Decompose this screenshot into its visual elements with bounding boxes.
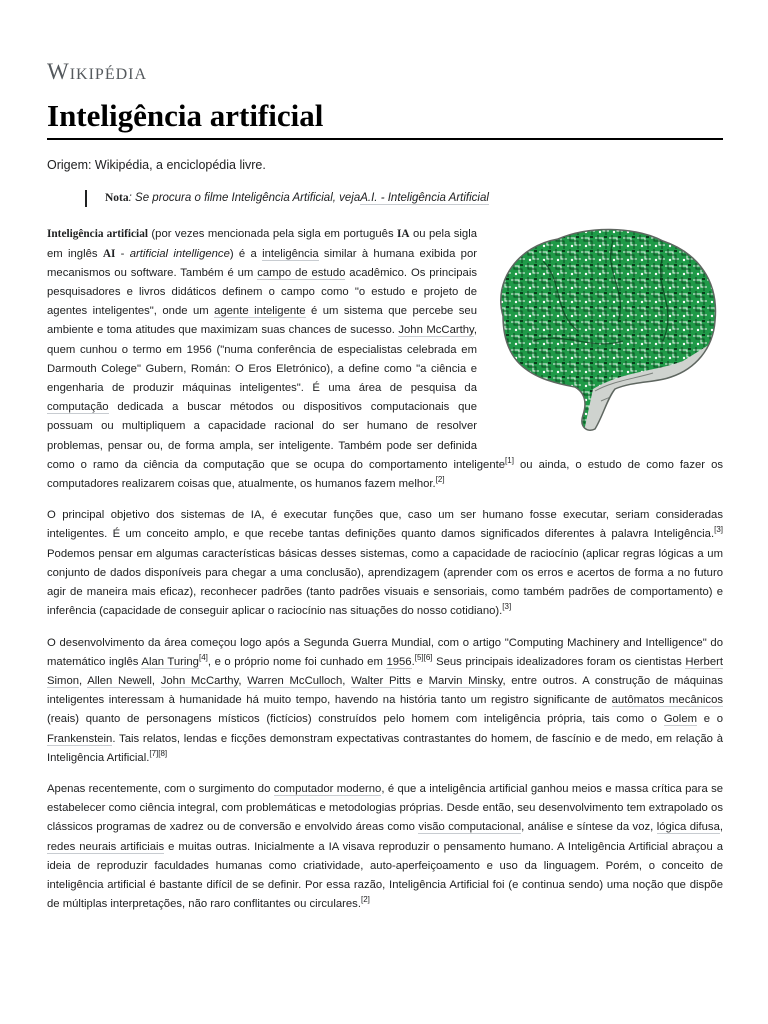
historia-text: . bbox=[411, 655, 415, 668]
historia-text: , bbox=[238, 674, 248, 687]
historia-text: e o bbox=[697, 713, 723, 726]
link-agente-inteligente[interactable]: agente inteligente bbox=[214, 305, 306, 318]
historia-text: , e o próprio nome foi cunhado em bbox=[207, 655, 387, 668]
link-allen-newell[interactable]: Allen Newell bbox=[87, 674, 152, 687]
link-1956[interactable]: 1956 bbox=[386, 655, 412, 668]
recente-text: Apenas recentemente, com o surgimento do bbox=[47, 782, 274, 795]
page-title: Inteligência artificial bbox=[47, 98, 723, 140]
intro-text: , quem cunhou o termo em 1956 ("numa conferência de especialistas celebrada em Darmouth Colege" Gubern, Román: O Eros Eletrónico), a define como "a ciência e engenharia de produzir máquinas inteligentes". É uma área de pesquisa da bbox=[47, 324, 477, 395]
link-john-mccarthy[interactable]: John McCarthy bbox=[398, 324, 474, 337]
intro-text: similar à humana exibida por mecanismos ou software. Também é um bbox=[47, 247, 477, 279]
paragraph-intro bbox=[47, 225, 723, 494]
link-marvin-minsky[interactable]: Marvin Minsky bbox=[428, 674, 503, 687]
reference-3b[interactable]: [3] bbox=[502, 602, 512, 612]
intro-abbr-ai: AI bbox=[102, 247, 116, 260]
hatnote-label: Nota bbox=[105, 191, 129, 204]
link-automatos-mecanicos[interactable]: autômatos mecânicos bbox=[611, 694, 723, 707]
hatnote bbox=[85, 190, 723, 208]
historia-text: e bbox=[410, 674, 429, 687]
reference-1[interactable]: [1] bbox=[505, 456, 514, 466]
objetivo-text: Podemos pensar em algumas características básicas desses sistemas, como a capacidade de raciocínio (aplicar regras lógicas a um conjunto de dados disponíveis para chegar a uma conclusão), aprendizagem (aprender com os erros e acertos de forma a no futuro agir de maneira mais eficaz), reconhecer padrões (tanto padrões visuais e sensoriais, como também padrões de comportamento) e inferência (capacidade de conseguir aplicar o raciocínio nas situações do nosso cotidiano). bbox=[47, 547, 723, 618]
link-visao-computacional[interactable]: visão computacional bbox=[418, 821, 522, 834]
link-logica-difusa[interactable]: lógica difusa bbox=[656, 821, 720, 834]
recente-text: , é que a inteligência artificial ganhou meios e massa crítica para se estabelecer como ciência integral, com problemáticas e metodologias próprias. Desde então, seu desenvolvimento tem extrapolado os clássicos programas de xadrez ou de conversão e envolvido áreas como bbox=[47, 782, 724, 834]
paragraph-recente bbox=[47, 780, 723, 914]
historia-text: Seus principais idealizadores foram os cientistas bbox=[432, 655, 686, 668]
historia-text: , bbox=[151, 674, 161, 687]
link-herbert-simon[interactable]: Herbert Simon bbox=[47, 655, 724, 687]
recente-text: , bbox=[719, 821, 723, 834]
intro-text: ou pela sigla em inglês bbox=[47, 228, 478, 260]
link-john-mccarthy-2[interactable]: John McCarthy bbox=[160, 674, 239, 687]
intro-text: ) é a bbox=[229, 247, 263, 260]
intro-text: dedicada a buscar métodos ou dispositivos computacionais que possuam ou multipliquem a capacidade racional do ser humano de resolver problemas, pensar ou, de forma ampla, ser inteligente. Também pode ser definida como o ramo da ciência da computação que se ocupa do comportamento inteligente bbox=[47, 401, 506, 471]
article-page bbox=[47, 0, 723, 914]
intro-text: (por vezes mencionada pela sigla em português bbox=[148, 228, 398, 241]
reference-2[interactable]: [2] bbox=[435, 475, 445, 485]
reference-7-8[interactable]: [7][8] bbox=[149, 748, 168, 758]
link-inteligencia[interactable]: inteligência bbox=[262, 247, 319, 260]
wikipedia-wordmark[interactable]: Wikipédia bbox=[47, 59, 148, 84]
intro-text: acadêmico. Os principais pesquisadores e livros didáticos definem o campo como "o estudo e projeto de agentes inteligentes", onde um bbox=[47, 266, 477, 318]
intro-text: ou ainda, o estudo de como fazer os computadores realizarem coisas que, atualmente, os humanos fazem melhor. bbox=[47, 458, 723, 491]
recente-text: e muitas outras. Inicialmente a IA visava reproduzir o pensamento humano. A Inteligência Artificial abraçou a ideia de reproduzir faculdades humanas como criatividade, auto-aperfeiçoamento e uso da linguagem. Porém, o conceito de inteligência artificial é bastante difícil de se definir. Por essa razão, Inteligência Artificial foi (e continua sendo) uma noção que dispõe de múltiplas interpretações, não raro conflitantes ou circulares. bbox=[47, 840, 723, 911]
reference-4[interactable]: [4] bbox=[198, 652, 208, 662]
intro-english-term: artificial intelligence bbox=[129, 247, 230, 260]
brain-circuit-image[interactable] bbox=[483, 221, 723, 436]
site-tagline: Origem: Wikipédia, a enciclopédia livre. bbox=[47, 157, 266, 172]
paragraph-objetivo bbox=[47, 506, 723, 621]
link-frankenstein[interactable]: Frankenstein bbox=[47, 732, 113, 745]
historia-text: (reais) quanto de personagens místicos (fictícios) construídos pelo homem com inteligência própria, tais como o bbox=[47, 713, 664, 726]
intro-text: é um sistema que percebe seu ambiente e toma atitudes que maximizam suas chances de sucesso. bbox=[47, 305, 477, 337]
intro-term: Inteligência artificial bbox=[47, 228, 148, 241]
hatnote-text: : Se procura o filme Inteligência Artificial, veja bbox=[128, 191, 361, 204]
link-computacao[interactable]: computação bbox=[47, 401, 109, 414]
reference-2b[interactable]: [2] bbox=[360, 895, 370, 905]
paragraph-historia bbox=[47, 634, 723, 768]
reference-5-6[interactable]: [5][6] bbox=[414, 652, 433, 662]
historia-text: , bbox=[79, 674, 88, 687]
historia-text: . Tais relatos, lendas e ficções demonstram expectativas contrastantes do homem, de fascínio e de medo, em relação à Inteligência Artificial. bbox=[47, 732, 723, 764]
link-computador-moderno[interactable]: computador moderno bbox=[273, 782, 382, 795]
historia-text: , entre outros. A construção de máquinas inteligentes interessam à humanidade há muito tempo, havendo na história tanto um registro significante de bbox=[47, 674, 723, 707]
hatnote-link[interactable]: A.I. - Inteligência Artificial bbox=[360, 191, 489, 204]
link-campo-de-estudo[interactable]: campo de estudo bbox=[257, 266, 346, 279]
link-redes-neurais-artificiais[interactable]: redes neurais artificiais bbox=[47, 840, 165, 853]
intro-abbr-ia: IA bbox=[397, 228, 410, 241]
reference-3[interactable]: [3] bbox=[714, 525, 723, 535]
objetivo-text: O principal objetivo dos sistemas de IA, é executar funções que, caso um ser humano fosse executar, seriam consideradas inteligentes. É um conceito amplo, e que recebe tantas definições quanto damos significados diferentes à palavra Inteligência. bbox=[47, 509, 723, 541]
historia-text: O desenvolvimento da área começou logo após a Segunda Guerra Mundial, com o artigo "Computing Machinery and Intelligence" do matemático inglês bbox=[47, 636, 723, 668]
link-walter-pitts[interactable]: Walter Pitts bbox=[351, 674, 411, 687]
recente-text: , análise e síntese da voz, bbox=[521, 821, 657, 834]
link-warren-mcculloch[interactable]: Warren McCulloch bbox=[247, 674, 343, 687]
link-golem[interactable]: Golem bbox=[663, 713, 698, 726]
link-alan-turing[interactable]: Alan Turing bbox=[141, 655, 199, 668]
historia-text: , bbox=[342, 674, 352, 687]
intro-text: - bbox=[115, 247, 130, 260]
